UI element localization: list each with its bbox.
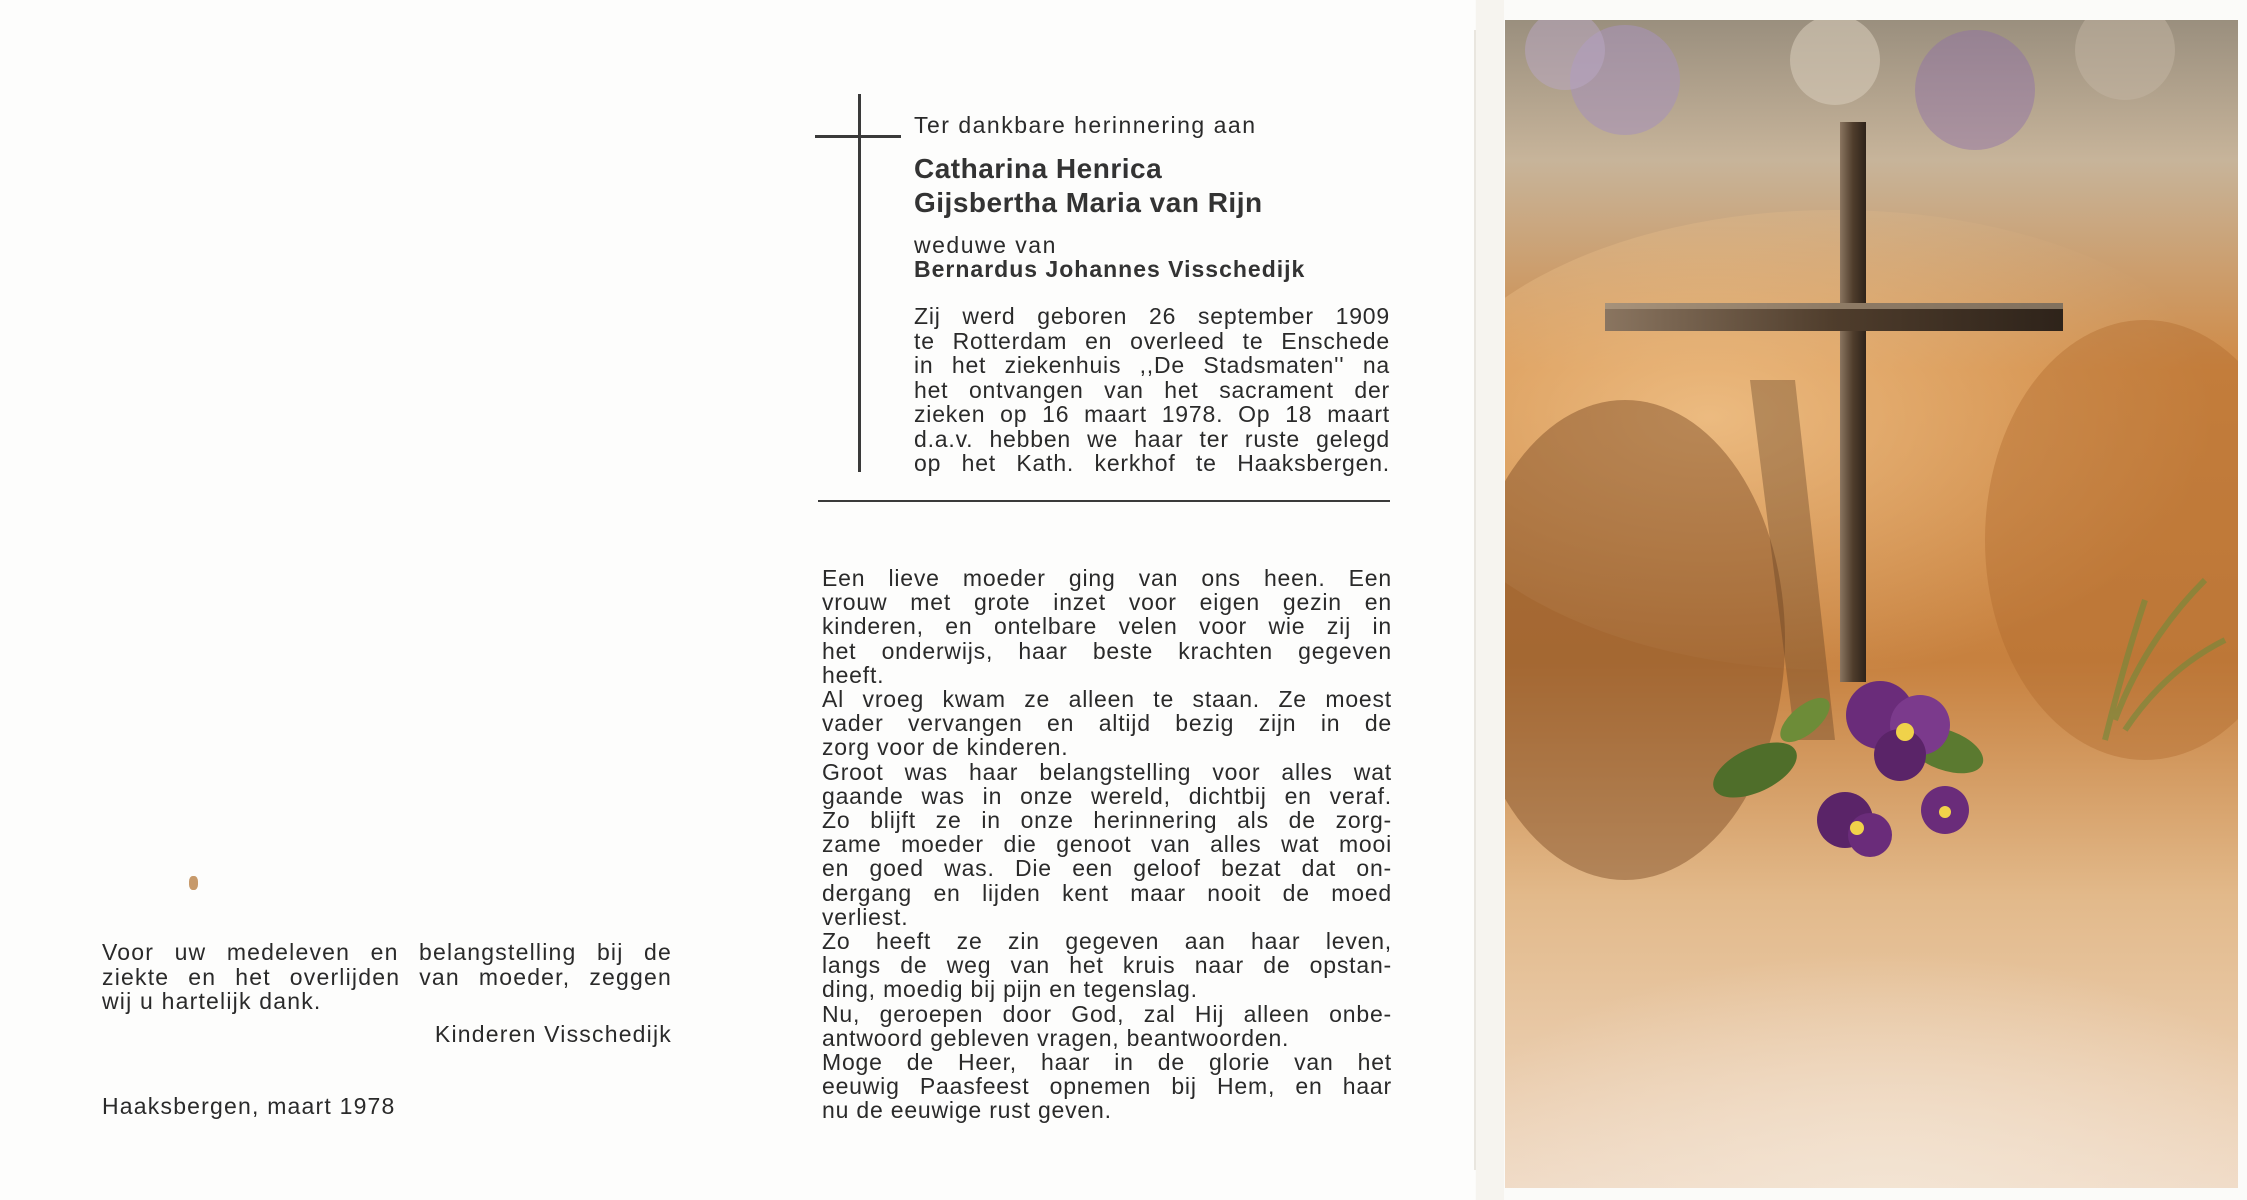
card-edge (1476, 0, 1504, 1200)
deceased-name-line2: Gijsbertha Maria van Rijn (914, 187, 1263, 218)
poem-line: heeft. (822, 661, 885, 688)
poem-line: Nu, geroepen door God, zal Hij alleen onbe- (822, 1000, 1392, 1027)
place-date: Haaksbergen, maart 1978 (102, 1093, 396, 1119)
poem-line: zorg voor de kinderen. (822, 734, 1069, 761)
poem-line: Zo heeft ze zin gegeven aan haar leven, (822, 928, 1392, 955)
bio-line: te Rotterdam en overleed te Enschede (914, 327, 1390, 354)
deceased-name-line1: Catharina Henrica (914, 153, 1163, 184)
poem-line: Moge de Heer, haar in de glorie van het (822, 1049, 1392, 1076)
cross-icon (1840, 122, 1866, 682)
thanks-line: wij u hartelijk dank. (102, 988, 322, 1014)
bio-line: op het Kath. kerkhof te Haaksbergen. (914, 450, 1390, 476)
bio-line: d.a.v. hebben we haar ter ruste gelegd (914, 425, 1390, 452)
memorial-poem (822, 566, 1392, 1123)
bio-line: Zij werd geboren 26 september 1909 (914, 303, 1390, 329)
dedication-intro: Ter dankbare herinnering aan (914, 112, 1257, 138)
bio-line: het ontvangen van het sacrament der (914, 376, 1390, 403)
widow-of: weduwe van (914, 232, 1057, 258)
poem-line: Een lieve moeder ging van ons heen. Een (822, 565, 1392, 591)
poem-line: langs de weg van het kruis naar de opstan- (822, 952, 1392, 979)
husband-name: Bernardus Johannes Visschedijk (914, 256, 1306, 282)
poem-line: Al vroeg kwam ze alleen te staan. Ze moest (822, 686, 1392, 713)
poem-line: ding, moedig bij pijn en tegenslag. (822, 976, 1198, 1003)
poem-line: dergang en lijden kent maar nooit de moed (822, 879, 1392, 906)
poem-line: vrouw met grote inzet voor eigen gezin en (822, 589, 1392, 616)
cross-icon-bar (815, 135, 901, 138)
bio-line: in het ziekenhuis ,,De Stadsmaten'' na (914, 352, 1390, 378)
poem-line: eeuwig Paasfeest opnemen bij Hem, en haar (822, 1073, 1392, 1100)
poem-line: nu de eeuwige rust geven. (822, 1097, 1112, 1124)
poem-line: gaande was in onze wereld, dichtbij en veraf. (822, 782, 1392, 809)
signature: Kinderen Visschedijk (434, 1021, 672, 1047)
poem-line: antwoord gebleven vragen, beantwoorden. (822, 1024, 1290, 1051)
divider (818, 500, 1390, 502)
bio-line: zieken op 16 maart 1978. Op 18 maart (914, 401, 1390, 427)
poem-line: verliest. (822, 903, 909, 930)
poem-line: Zo blijft ze in onze herinnering als de zorg- (822, 807, 1392, 834)
poem-line: zame moeder die genoot van alles wat mooi (822, 831, 1392, 858)
poem-line: vader vervangen en altijd bezig zijn in de (822, 710, 1392, 737)
poem-line: het onderwijs, haar beste krachten gegeven (822, 637, 1392, 664)
thanks-text (102, 940, 672, 1014)
poem-line: Groot was haar belangstelling voor alles wat (822, 758, 1392, 785)
cross-icon (858, 94, 861, 472)
paper-speck (189, 876, 198, 890)
cross-photo (1505, 20, 2238, 1188)
biography (914, 304, 1390, 476)
poem-line: en goed was. Die een geloof bezat dat on- (822, 855, 1392, 882)
poem-line: kinderen, en ontelbare velen voor wie zij in (822, 613, 1392, 640)
photo-illustration (1505, 20, 2238, 1188)
thanks-line: ziekte en het overlijden van moeder, zeggen (102, 963, 672, 990)
thanks-line: Voor uw medeleven en belangstelling bij de (102, 939, 672, 965)
